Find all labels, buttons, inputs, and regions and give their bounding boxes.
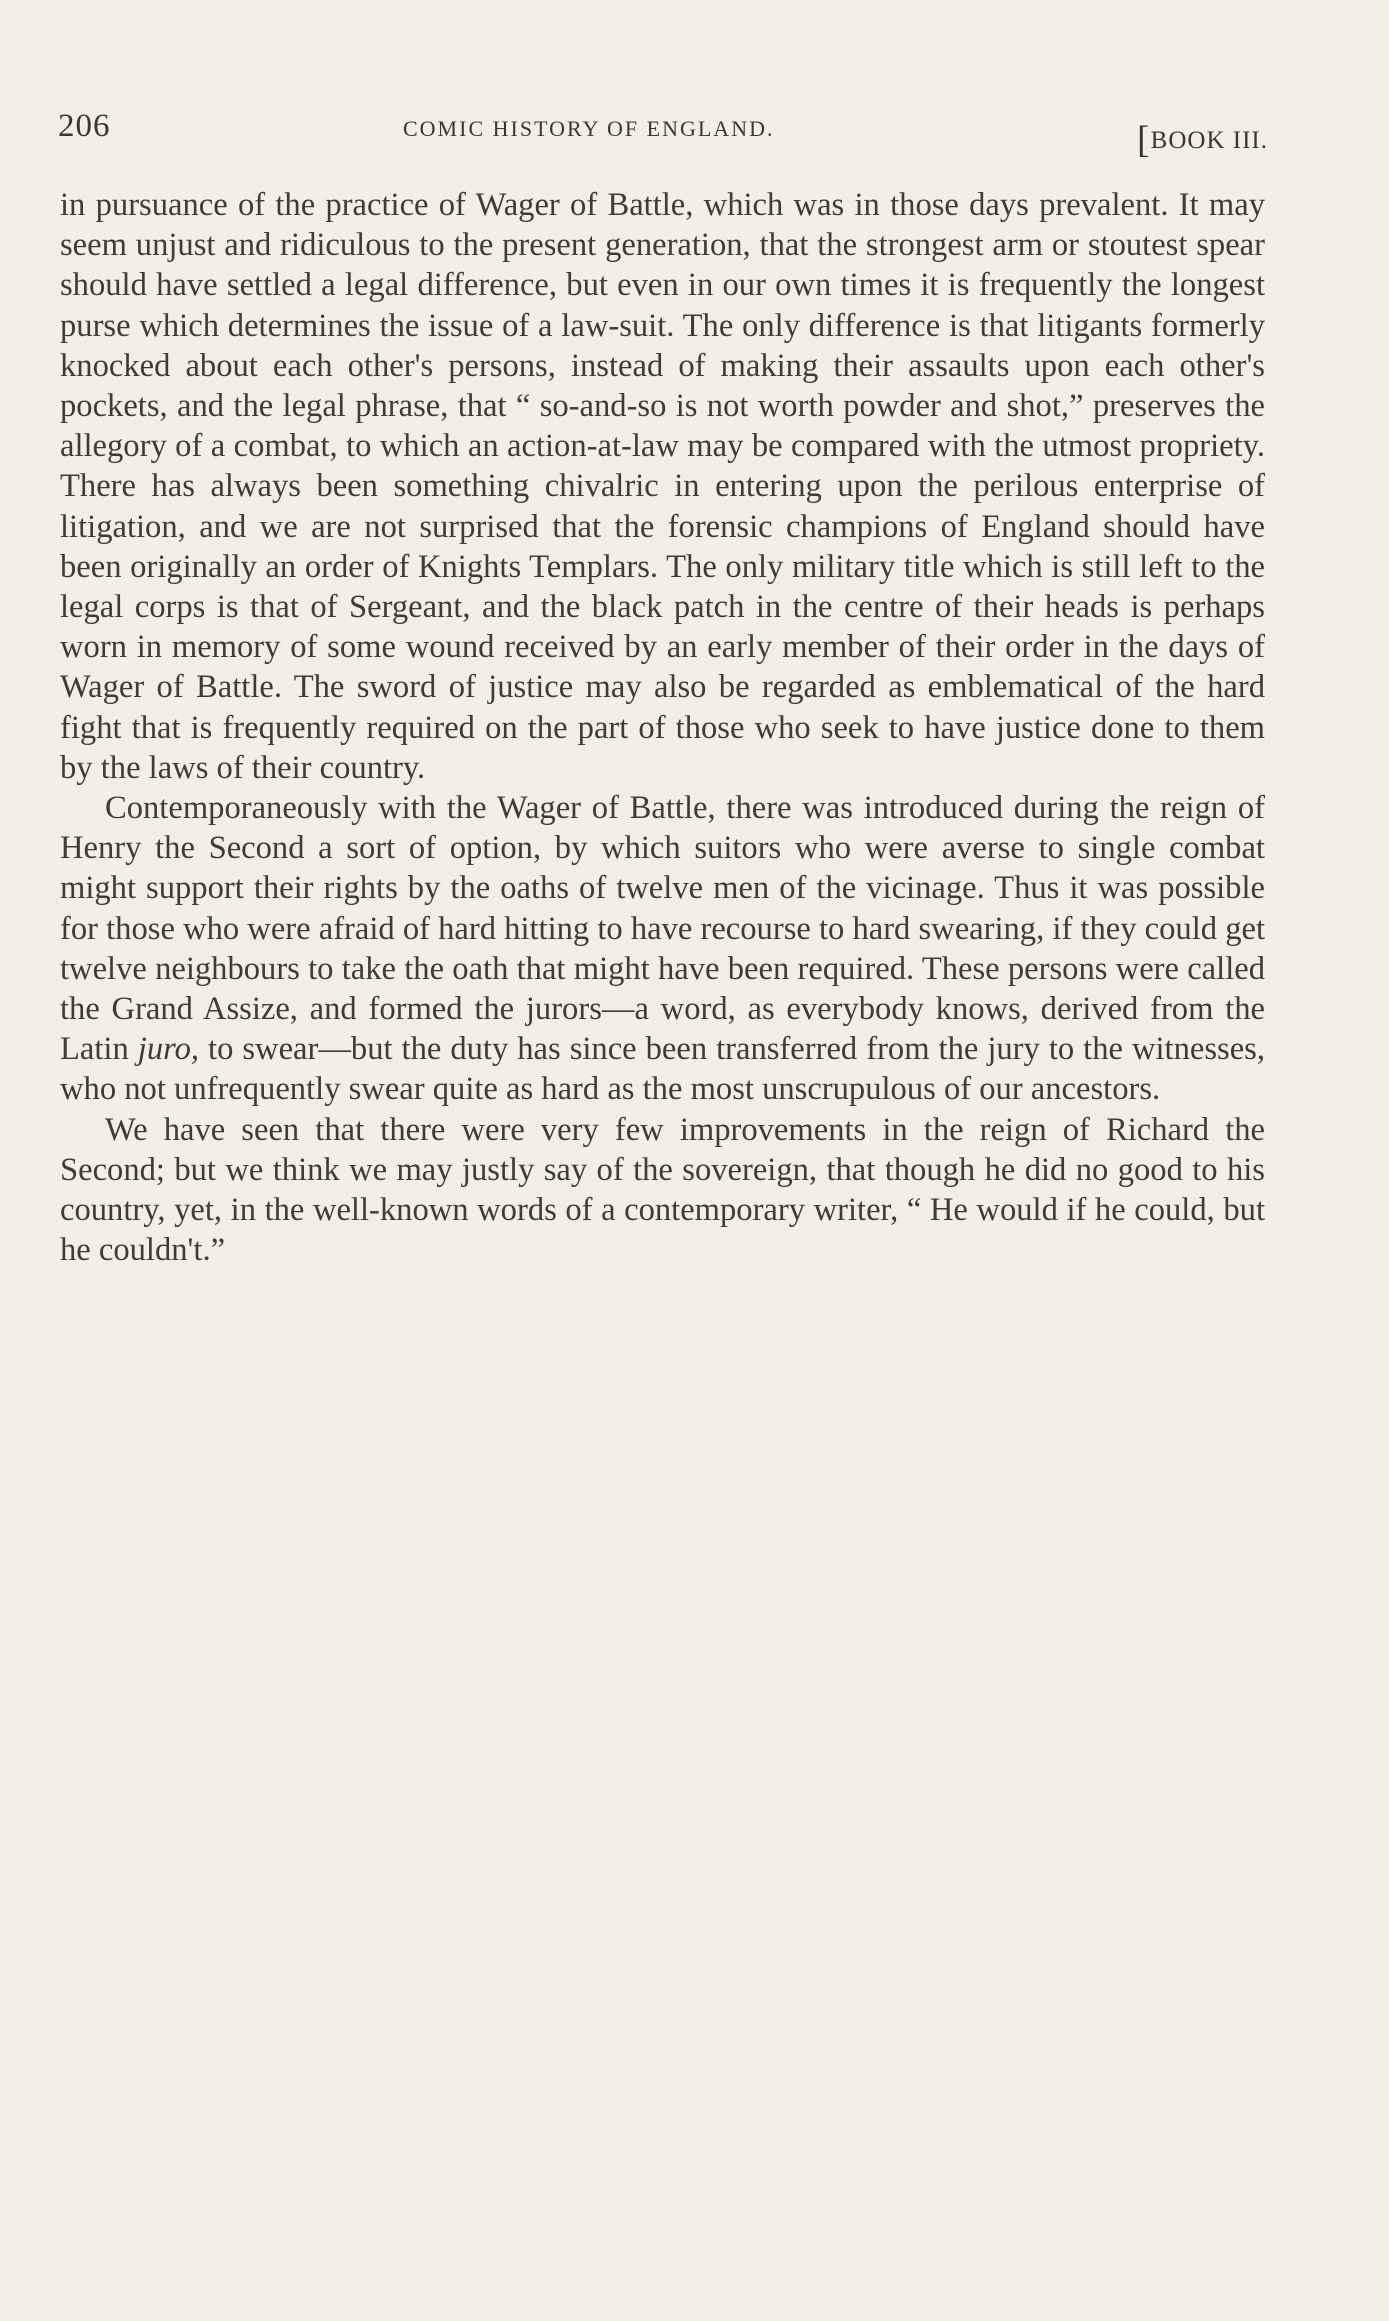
paragraph-text: to swear—but the duty has since been transferred from the jury to the witnesses, who not unfrequently swear quite as hard as the most unscrupulous of our ancestors.	[60, 1031, 1265, 1108]
bracket-glyph: [	[1137, 119, 1151, 161]
paragraph-grand-assize	[60, 788, 1265, 1110]
body-text	[60, 185, 1265, 1270]
paragraph-text: Contemporaneously with the Wager of Battle, there was introduced during the reign of Henry the Second a sort of option, by which suitors who were averse to single combat might support their rights by the oaths of twelve men of the vicinage. Thus it was possible for those who were afraid of hard hitting to have recourse to hard swearing, if they could get twelve neighbours to take the oath that might have been required. These persons were called the Grand Assize, and formed the jurors—a word, as everybody knows, derived from the Latin	[60, 790, 1265, 1068]
running-head	[58, 108, 1268, 161]
paragraph-richard-the-second: We have seen that there were very few improvements in the reign of Richard the Second; but we think we may justly say of the sovereign, that though he did no good to his country, yet, in the well-known words of a contemporary writer, “ He would if he could, but he couldn't.”	[60, 1111, 1265, 1269]
page-number: 206	[58, 108, 111, 144]
paragraph-wager-of-battle: in pursuance of the practice of Wager of Battle, which was in those days prevalent. It may seem unjust and ridiculous to the present generation, that the strongest arm or stoutest spear should have settled a legal difference, but even in our own times it is frequently the longest purse which determines the issue of a law-suit. The only difference is that litigants formerly knocked about each other's persons, instead of making their assaults upon each other's pockets, and the legal phrase, that “ so-and-so is not worth powder and shot,” preserves the allegory of a combat, to which an action-at-law may be compared with the utmost propriety. There has always been something chivalric in entering upon the perilous enterprise of litigation, and we are not surprised that the forensic champions of England should have been originally an order of Knights Templars. The only military title which is still left to the legal corps is that of Sergeant, and the black patch in the centre of their heads is perhaps worn in memory of some wound received by an early member of their order in the days of Wager of Battle. The sword of justice may also be regarded as emblematical of the hard fight that is frequently required on the part of those who seek to have justice done to them by the laws of their country.	[60, 187, 1265, 786]
book-label	[1137, 114, 1268, 161]
latin-word: juro,	[137, 1031, 200, 1068]
book-label-text: BOOK III.	[1150, 127, 1268, 154]
running-title: COMIC HISTORY OF ENGLAND.	[403, 116, 775, 141]
